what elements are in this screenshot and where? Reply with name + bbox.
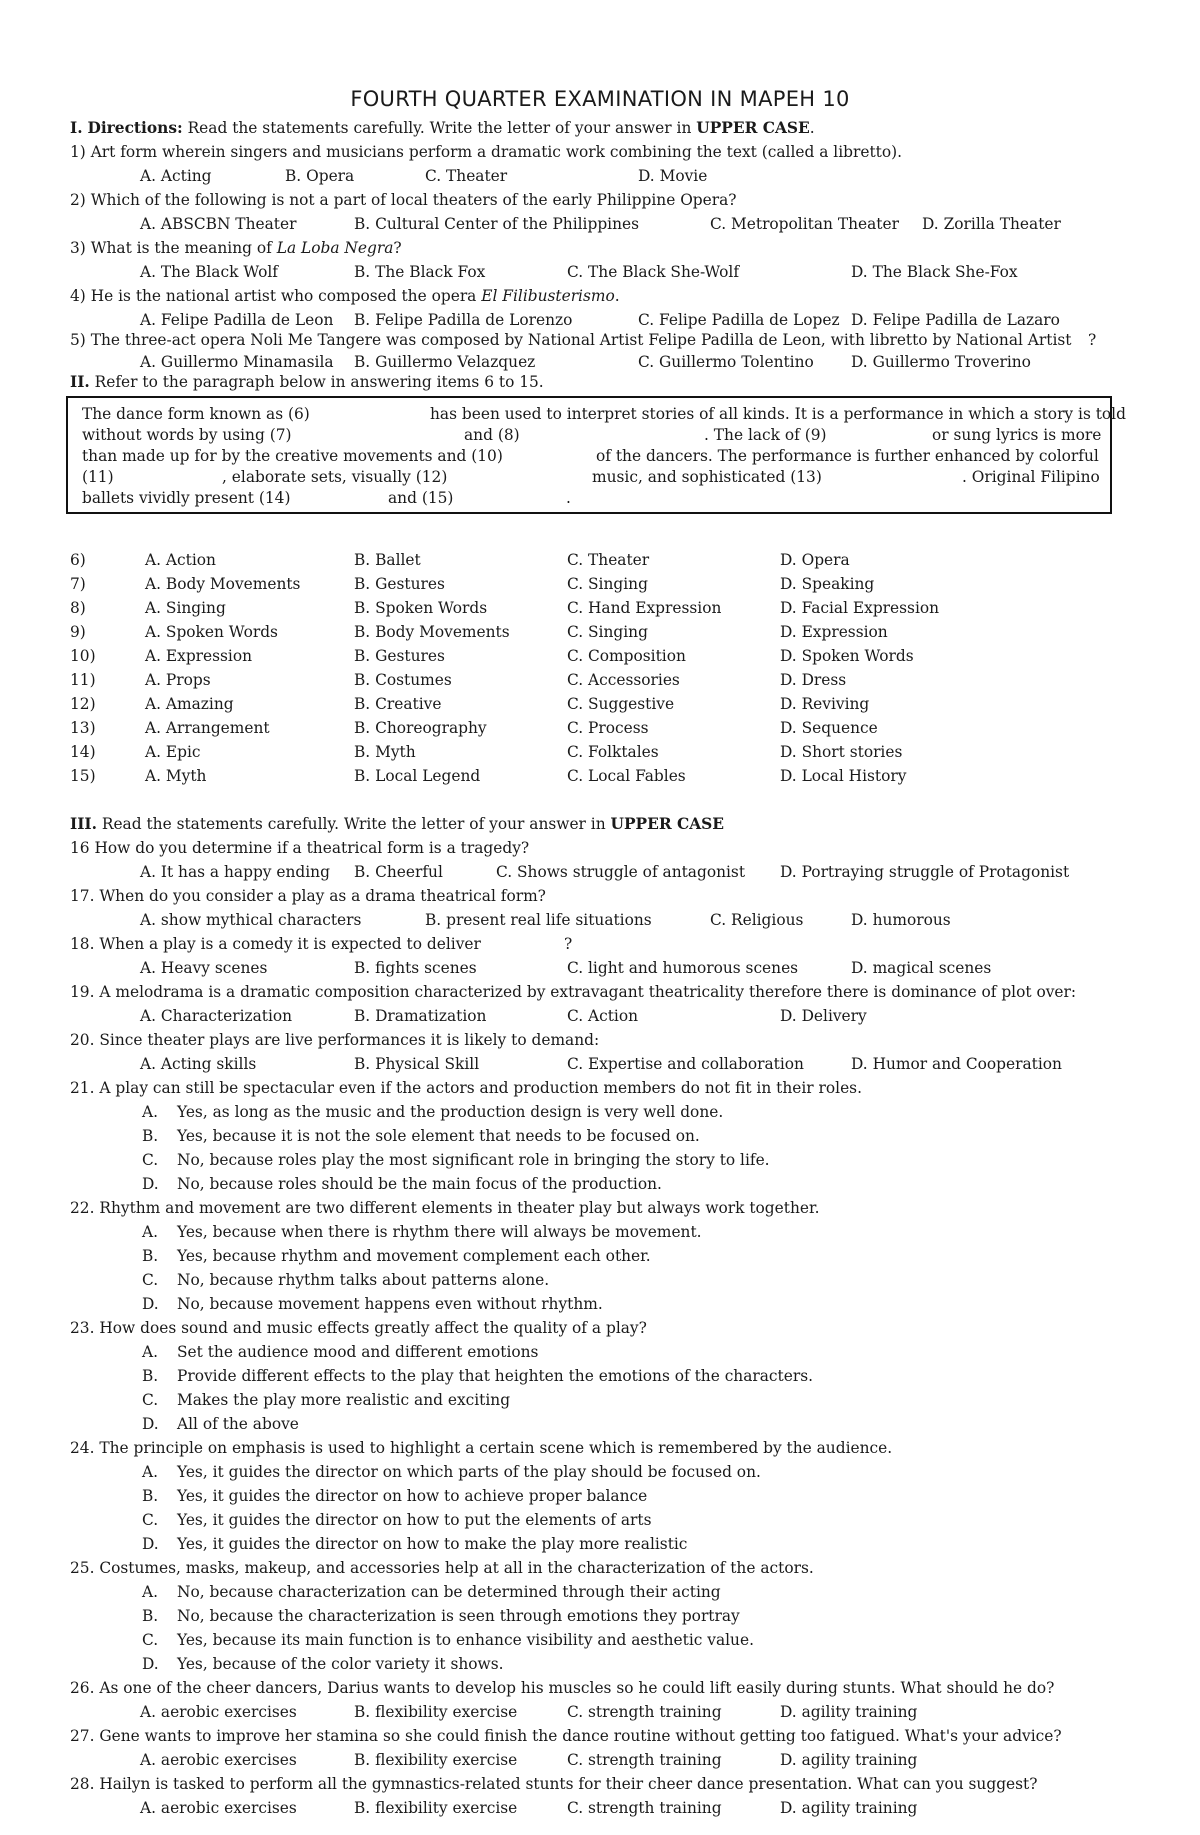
- q12-option-a: A. Amazing: [145, 695, 234, 713]
- q12-option-c: C. Suggestive: [567, 695, 675, 713]
- q2-option-d: D. Zorilla Theater: [922, 215, 1061, 233]
- q24-letter-c: C.: [142, 1511, 159, 1529]
- q17-option-a: A. show mythical characters: [140, 911, 362, 929]
- q16-option-c: C. Shows struggle of antagonist: [496, 863, 746, 881]
- q3-text: 3) What is the meaning of: [70, 239, 277, 257]
- q11-option-d: D. Dress: [780, 671, 847, 689]
- q18-end: ?: [564, 935, 573, 953]
- q24-option-b: Yes, it guides the director on how to achieve proper balance: [177, 1487, 648, 1505]
- question-17: 17. When do you consider a play as a drama theatrical form?: [70, 887, 546, 905]
- q25-letter-d: D.: [142, 1655, 159, 1673]
- q3-option-b: B. The Black Fox: [354, 263, 486, 281]
- q6-option-a: A. Action: [145, 551, 216, 569]
- q19-option-c: C. Action: [567, 1007, 639, 1025]
- passage-line-2d: or sung lyrics is more: [932, 426, 1102, 444]
- question-16: 16 How do you determine if a theatrical form is a tragedy?: [70, 839, 530, 857]
- q10-option-d: D. Spoken Words: [780, 647, 914, 665]
- q22-option-b: Yes, because rhythm and movement complement each other.: [177, 1247, 651, 1265]
- q24-letter-d: D.: [142, 1535, 159, 1553]
- question-21: 21. A play can still be spectacular even if the actors and production members do not fit in their roles.: [70, 1079, 862, 1097]
- q24-letter-b: B.: [142, 1487, 159, 1505]
- question-27: 27. Gene wants to improve her stamina so she could finish the dance routine without getting too fatigued. What's your advice?: [70, 1727, 1062, 1745]
- q20-option-c: C. Expertise and collaboration: [567, 1055, 804, 1073]
- q4-text: 4) He is the national artist who composed the opera: [70, 287, 482, 305]
- q25-letter-a: A.: [142, 1583, 159, 1601]
- passage-line-2a: without words by using (7): [82, 426, 292, 444]
- q15-option-d: D. Local History: [780, 767, 907, 785]
- part2-directions: [70, 374, 544, 391]
- q13-option-d: D. Sequence: [780, 719, 878, 737]
- part1-label: Directions:: [87, 119, 183, 137]
- q5-option-a: A. Guillermo Minamasila: [140, 353, 334, 371]
- q27-option-b: B. flexibility exercise: [354, 1751, 518, 1769]
- question-19: 19. A melodrama is a dramatic composition characterized by extravagant theatricality therefore there is dominance of plot over:: [70, 983, 1077, 1001]
- q1-option-b: B. Opera: [285, 167, 355, 185]
- question-22: 22. Rhythm and movement are two different elements in theater play but always work together.: [70, 1199, 820, 1217]
- q12-option-b: B. Creative: [354, 695, 442, 713]
- passage-line-3a: than made up for by the creative movements and (10): [82, 447, 503, 465]
- q13-option-c: C. Process: [567, 719, 649, 737]
- q20-option-d: D. Humor and Cooperation: [851, 1055, 1062, 1073]
- q2-option-a: A. ABSCBN Theater: [140, 215, 297, 233]
- q13-option-b: B. Choreography: [354, 719, 487, 737]
- q22-option-c: No, because rhythm talks about patterns alone.: [177, 1271, 550, 1289]
- q13-option-a: A. Arrangement: [145, 719, 270, 737]
- q6-option-c: C. Theater: [567, 551, 650, 569]
- q23-option-b: Provide different effects to the play that heighten the emotions of the characters.: [177, 1367, 813, 1385]
- q5-end: ?: [1088, 331, 1097, 349]
- item-number: 10): [70, 647, 96, 665]
- q23-letter-a: A.: [142, 1343, 159, 1361]
- part1-directions: [70, 120, 815, 137]
- q15-option-c: C. Local Fables: [567, 767, 686, 785]
- q26-option-a: A. aerobic exercises: [140, 1703, 297, 1721]
- q22-letter-d: D.: [142, 1295, 159, 1313]
- q25-letter-b: B.: [142, 1607, 159, 1625]
- passage-line-3b: of the dancers. The performance is further enhanced by colorful: [596, 447, 1099, 465]
- q17-option-d: D. humorous: [851, 911, 951, 929]
- q25-option-c: Yes, because its main function is to enhance visibility and aesthetic value.: [177, 1631, 754, 1649]
- question-24: 24. The principle on emphasis is used to highlight a certain scene which is remembered by the audience.: [70, 1439, 893, 1457]
- q22-letter-a: A.: [142, 1223, 159, 1241]
- q3-option-a: A. The Black Wolf: [140, 263, 278, 281]
- part3-number: III.: [70, 815, 97, 833]
- q19-option-a: A. Characterization: [140, 1007, 293, 1025]
- q9-option-b: B. Body Movements: [354, 623, 510, 641]
- passage-line-5c: .: [566, 489, 571, 507]
- q18-option-c: C. light and humorous scenes: [567, 959, 799, 977]
- q4-end: .: [614, 287, 620, 305]
- q7-option-b: B. Gestures: [354, 575, 445, 593]
- q20-option-a: A. Acting skills: [140, 1055, 257, 1073]
- q14-option-a: A. Epic: [145, 743, 201, 761]
- reading-passage-box: [66, 396, 1126, 514]
- q21-option-b: Yes, because it is not the sole element that needs to be focused on.: [177, 1127, 700, 1145]
- q24-option-d: Yes, it guides the director on how to make the play more realistic: [177, 1535, 688, 1553]
- q18-option-d: D. magical scenes: [851, 959, 992, 977]
- q14-option-c: C. Folktales: [567, 743, 659, 761]
- question-1: 1) Art form wherein singers and musicians perform a dramatic work combining the text (called a libretto).: [70, 143, 902, 161]
- q7-option-d: D. Speaking: [780, 575, 875, 593]
- q22-option-d: No, because movement happens even without rhythm.: [177, 1295, 603, 1313]
- q23-letter-c: C.: [142, 1391, 159, 1409]
- q3-option-c: C. The Black She-Wolf: [567, 263, 740, 281]
- part3-text: Read the statements carefully. Write the letter of your answer in: [96, 815, 611, 833]
- part1-emph: UPPER CASE: [696, 119, 810, 137]
- q17-option-c: C. Religious: [710, 911, 804, 929]
- q6-option-b: B. Ballet: [354, 551, 421, 569]
- q11-option-c: C. Accessories: [567, 671, 680, 689]
- item-number: 15): [70, 767, 96, 785]
- q27-option-a: A. aerobic exercises: [140, 1751, 297, 1769]
- q3-option-d: D. The Black She-Fox: [851, 263, 1018, 281]
- q22-letter-b: B.: [142, 1247, 159, 1265]
- q18-option-a: A. Heavy scenes: [140, 959, 268, 977]
- passage-line-2c: . The lack of (9): [704, 426, 827, 444]
- item-number: 6): [70, 551, 86, 569]
- q28-option-d: D. agility training: [780, 1799, 918, 1817]
- part1-end: .: [809, 119, 815, 137]
- q16-option-d: D. Portraying struggle of Protagonist: [780, 863, 1070, 881]
- q2-option-b: B. Cultural Center of the Philippines: [354, 215, 640, 233]
- q28-option-b: B. flexibility exercise: [354, 1799, 518, 1817]
- q22-letter-c: C.: [142, 1271, 159, 1289]
- passage-line-4a: (11): [82, 468, 114, 486]
- q14-option-d: D. Short stories: [780, 743, 903, 761]
- passage-line-2b: and (8): [464, 426, 520, 444]
- q25-letter-c: C.: [142, 1631, 159, 1649]
- passage-line-4b: , elaborate sets, visually (12): [222, 468, 448, 486]
- q2-option-c: C. Metropolitan Theater: [710, 215, 899, 233]
- q1-option-d: D. Movie: [638, 167, 708, 185]
- q10-option-c: C. Composition: [567, 647, 686, 665]
- q9-option-d: D. Expression: [780, 623, 888, 641]
- q10-option-b: B. Gestures: [354, 647, 445, 665]
- q1-option-c: C. Theater: [425, 167, 508, 185]
- q19-option-b: B. Dramatization: [354, 1007, 487, 1025]
- q24-letter-a: A.: [142, 1463, 159, 1481]
- q8-option-a: A. Singing: [145, 599, 226, 617]
- question-4: [70, 288, 620, 305]
- q23-letter-d: D.: [142, 1415, 159, 1433]
- q5-option-d: D. Guillermo Troverino: [851, 353, 1031, 371]
- question-25: 25. Costumes, masks, makeup, and accessories help at all in the characterization of the actors.: [70, 1559, 814, 1577]
- q4-option-c: C. Felipe Padilla de Lopez: [638, 311, 840, 329]
- q20-option-b: B. Physical Skill: [354, 1055, 480, 1073]
- q6-option-d: D. Opera: [780, 551, 850, 569]
- q5-option-b: B. Guillermo Velazquez: [354, 353, 536, 371]
- q17-option-b: B. present real life situations: [425, 911, 652, 929]
- q3-italic-title: La Loba Negra: [276, 239, 394, 257]
- q8-option-d: D. Facial Expression: [780, 599, 940, 617]
- passage-line-5b: and (15): [388, 489, 454, 507]
- item-number: 9): [70, 623, 86, 641]
- q16-option-b: B. Cheerful: [354, 863, 443, 881]
- question-5: 5) The three-act opera Noli Me Tangere was composed by National Artist Felipe Padilla de Leon, with libretto by National Artist: [70, 331, 1072, 349]
- q26-option-b: B. flexibility exercise: [354, 1703, 518, 1721]
- q21-option-d: No, because roles should be the main focus of the production.: [177, 1175, 662, 1193]
- part2-number: II.: [70, 373, 90, 391]
- q21-option-a: Yes, as long as the music and the production design is very well done.: [177, 1103, 724, 1121]
- item-number: 13): [70, 719, 96, 737]
- q25-option-d: Yes, because of the color variety it shows.: [177, 1655, 504, 1673]
- q1-option-a: A. Acting: [140, 167, 212, 185]
- q21-letter-d: D.: [142, 1175, 159, 1193]
- q11-option-b: B. Costumes: [354, 671, 452, 689]
- q28-option-a: A. aerobic exercises: [140, 1799, 297, 1817]
- q4-option-b: B. Felipe Padilla de Lorenzo: [354, 311, 573, 329]
- passage-line-4d: . Original Filipino: [962, 468, 1100, 486]
- q26-option-d: D. agility training: [780, 1703, 918, 1721]
- q21-letter-b: B.: [142, 1127, 159, 1145]
- q15-option-a: A. Myth: [145, 767, 207, 785]
- q15-option-b: B. Local Legend: [354, 767, 481, 785]
- q23-option-a: Set the audience mood and different emotions: [177, 1343, 539, 1361]
- q21-letter-c: C.: [142, 1151, 159, 1169]
- q4-option-d: D. Felipe Padilla de Lazaro: [851, 311, 1060, 329]
- q3-end: ?: [393, 239, 402, 257]
- q21-option-c: No, because roles play the most significant role in bringing the story to life.: [177, 1151, 770, 1169]
- q7-option-a: A. Body Movements: [145, 575, 301, 593]
- part1-number: I.: [70, 119, 83, 137]
- question-2: 2) Which of the following is not a part of local theaters of the early Philippine Opera?: [70, 191, 737, 209]
- q16-option-a: A. It has a happy ending: [140, 863, 330, 881]
- question-28: 28. Hailyn is tasked to perform all the gymnastics-related stunts for their cheer dance presentation. What can you suggest?: [70, 1775, 1038, 1793]
- q9-option-c: C. Singing: [567, 623, 648, 641]
- question-23: 23. How does sound and music effects greatly affect the quality of a play?: [70, 1319, 647, 1337]
- q14-option-b: B. Myth: [354, 743, 416, 761]
- question-20: 20. Since theater plays are live performances it is likely to demand:: [70, 1031, 600, 1049]
- q4-italic-title: El Filibusterismo: [481, 287, 615, 305]
- q26-option-c: C. strength training: [567, 1703, 722, 1721]
- part3-directions: [70, 816, 724, 833]
- q5-option-c: C. Guillermo Tolentino: [638, 353, 814, 371]
- q27-option-d: D. agility training: [780, 1751, 918, 1769]
- q8-option-b: B. Spoken Words: [354, 599, 488, 617]
- q19-option-d: D. Delivery: [780, 1007, 867, 1025]
- passage-line-1a: The dance form known as (6): [82, 405, 310, 423]
- q11-option-a: A. Props: [145, 671, 211, 689]
- q25-option-a: No, because characterization can be determined through their acting: [177, 1583, 721, 1601]
- part3-emph: UPPER CASE: [610, 815, 725, 833]
- q23-option-c: Makes the play more realistic and exciting: [177, 1391, 511, 1409]
- item-number: 11): [70, 671, 96, 689]
- item-number: 12): [70, 695, 96, 713]
- q23-option-d: All of the above: [177, 1415, 299, 1433]
- passage-line-1b: has been used to interpret stories of all kinds. It is a performance in which a story is told: [430, 405, 1126, 423]
- q28-option-c: C. strength training: [567, 1799, 722, 1817]
- q8-option-c: C. Hand Expression: [567, 599, 722, 617]
- passage-line-5a: ballets vividly present (14): [82, 489, 291, 507]
- passage-line-4c: music, and sophisticated (13): [592, 468, 822, 486]
- q22-option-a: Yes, because when there is rhythm there will always be movement.: [177, 1223, 702, 1241]
- q12-option-d: D. Reviving: [780, 695, 870, 713]
- q10-option-a: A. Expression: [145, 647, 253, 665]
- part2-text: Refer to the paragraph below in answering items 6 to 15.: [89, 373, 544, 391]
- question-18: 18. When a play is a comedy it is expected to deliver: [70, 935, 481, 953]
- q23-letter-b: B.: [142, 1367, 159, 1385]
- question-26: 26. As one of the cheer dancers, Darius wants to develop his muscles so he could lift easily during stunts. What should he do?: [70, 1679, 1055, 1697]
- exam-title: FOURTH QUARTER EXAMINATION IN MAPEH 10: [350, 87, 850, 111]
- q18-option-b: B. fights scenes: [354, 959, 477, 977]
- q24-option-c: Yes, it guides the director on how to put the elements of arts: [177, 1511, 652, 1529]
- q25-option-b: No, because the characterization is seen through emotions they portray: [177, 1607, 740, 1625]
- q21-letter-a: A.: [142, 1103, 159, 1121]
- q27-option-c: C. strength training: [567, 1751, 722, 1769]
- q4-option-a: A. Felipe Padilla de Leon: [140, 311, 334, 329]
- question-3: [70, 240, 402, 257]
- part1-text: Read the statements carefully. Write the letter of your answer in: [182, 119, 697, 137]
- item-number: 7): [70, 575, 86, 593]
- item-number: 14): [70, 743, 96, 761]
- q7-option-c: C. Singing: [567, 575, 648, 593]
- item-number: 8): [70, 599, 86, 617]
- q9-option-a: A. Spoken Words: [145, 623, 278, 641]
- q24-option-a: Yes, it guides the director on which parts of the play should be focused on.: [177, 1463, 761, 1481]
